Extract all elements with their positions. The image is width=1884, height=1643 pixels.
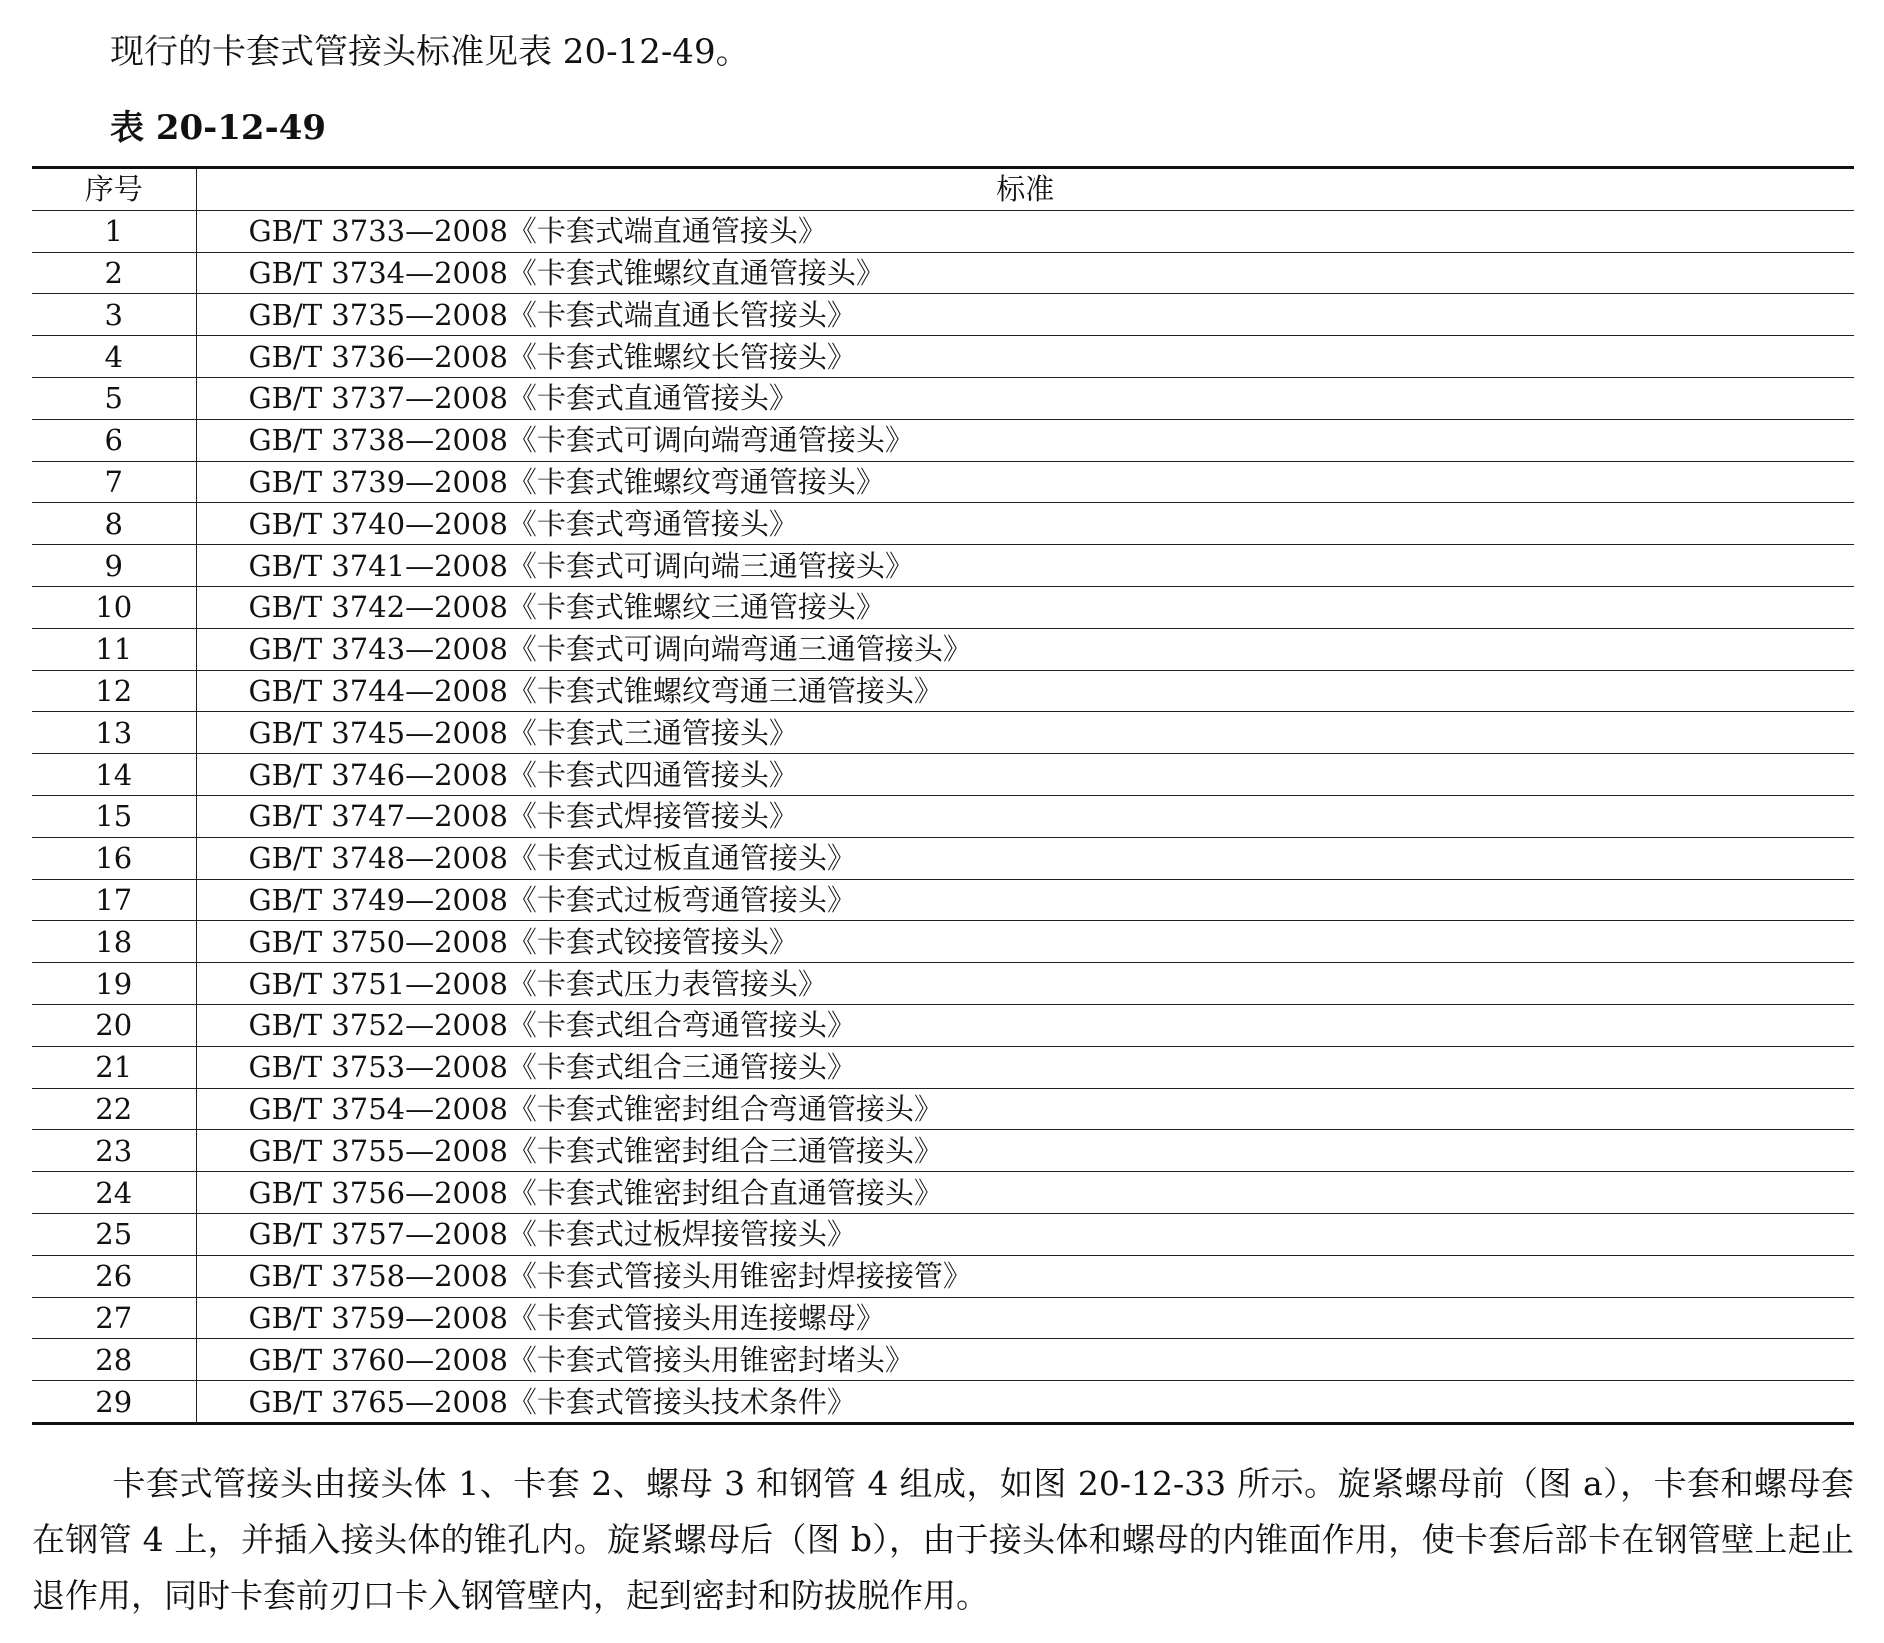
row-number: 5 (32, 377, 196, 419)
table-row (32, 879, 1854, 921)
table-row (32, 336, 1854, 378)
row-number: 19 (32, 963, 196, 1005)
row-number: 11 (32, 628, 196, 670)
table-row (32, 754, 1854, 796)
row-number: 24 (32, 1172, 196, 1214)
row-standard: GB/T 3742—2008《卡套式锥螺纹三通管接头》 (196, 586, 1854, 628)
table-caption: 表 20-12-49 (110, 108, 327, 148)
row-number: 7 (32, 461, 196, 503)
row-number: 23 (32, 1130, 196, 1172)
row-number: 8 (32, 503, 196, 545)
row-standard: GB/T 3741—2008《卡套式可调向端三通管接头》 (196, 545, 1854, 587)
row-standard: GB/T 3746—2008《卡套式四通管接头》 (196, 754, 1854, 796)
row-number: 26 (32, 1255, 196, 1297)
row-standard: GB/T 3747—2008《卡套式焊接管接头》 (196, 795, 1854, 837)
table-row (32, 377, 1854, 419)
table-row (32, 1046, 1854, 1088)
table-row (32, 461, 1854, 503)
table-row (32, 1339, 1854, 1381)
row-standard: GB/T 3743—2008《卡套式可调向端弯通三通管接头》 (196, 628, 1854, 670)
table-row (32, 1004, 1854, 1046)
table-row (32, 921, 1854, 963)
table-row (32, 210, 1854, 252)
row-number: 14 (32, 754, 196, 796)
table-row (32, 503, 1854, 545)
table-row (32, 294, 1854, 336)
row-number: 9 (32, 545, 196, 587)
row-standard: GB/T 3736—2008《卡套式锥螺纹长管接头》 (196, 336, 1854, 378)
row-standard: GB/T 3737—2008《卡套式直通管接头》 (196, 377, 1854, 419)
table-row (32, 837, 1854, 879)
table-row (32, 1213, 1854, 1255)
row-standard: GB/T 3757—2008《卡套式过板焊接管接头》 (196, 1213, 1854, 1255)
row-standard: GB/T 3753—2008《卡套式组合三通管接头》 (196, 1046, 1854, 1088)
row-number: 3 (32, 294, 196, 336)
row-standard: GB/T 3752—2008《卡套式组合弯通管接头》 (196, 1004, 1854, 1046)
row-standard: GB/T 3745—2008《卡套式三通管接头》 (196, 712, 1854, 754)
row-number: 22 (32, 1088, 196, 1130)
table-header-row (32, 168, 1854, 211)
intro-text: 现行的卡套式管接头标准见表 20-12-49。 (110, 32, 750, 72)
paragraph-text: 卡套式管接头由接头体 1、卡套 2、螺母 3 和钢管 4 组成，如图 20-12-33 所示。旋紧螺母前（图 a），卡套和螺母套在钢管 4 上，并插入接头体的锥孔内。旋紧螺母后（图 b），由于接头体和螺母的内锥面作用，使卡套后部卡在钢管壁上起止退作用，同时卡套前刃口卡入钢管壁内，起到密封和防拔脱作用。 (32, 1464, 1854, 1615)
table-row (32, 419, 1854, 461)
table-row (32, 545, 1854, 587)
header-standard: 标准 (196, 168, 1854, 211)
row-number: 20 (32, 1004, 196, 1046)
row-standard: GB/T 3758—2008《卡套式管接头用锥密封焊接接管》 (196, 1255, 1854, 1297)
table-row (32, 963, 1854, 1005)
table-row (32, 1088, 1854, 1130)
table-row (32, 1255, 1854, 1297)
table-row (32, 1297, 1854, 1339)
row-number: 18 (32, 921, 196, 963)
standards-table (32, 166, 1854, 1425)
row-standard: GB/T 3738—2008《卡套式可调向端弯通管接头》 (196, 419, 1854, 461)
row-number: 17 (32, 879, 196, 921)
row-number: 28 (32, 1339, 196, 1381)
row-standard: GB/T 3733—2008《卡套式端直通管接头》 (196, 210, 1854, 252)
header-number: 序号 (32, 168, 196, 211)
row-number: 21 (32, 1046, 196, 1088)
table-row (32, 795, 1854, 837)
body-paragraph (32, 1456, 1854, 1624)
row-number: 13 (32, 712, 196, 754)
row-number: 25 (32, 1213, 196, 1255)
row-number: 10 (32, 586, 196, 628)
row-number: 2 (32, 252, 196, 294)
row-standard: GB/T 3740—2008《卡套式弯通管接头》 (196, 503, 1854, 545)
table-body (32, 210, 1854, 1423)
row-standard: GB/T 3754—2008《卡套式锥密封组合弯通管接头》 (196, 1088, 1854, 1130)
row-standard: GB/T 3755—2008《卡套式锥密封组合三通管接头》 (196, 1130, 1854, 1172)
row-number: 29 (32, 1381, 196, 1424)
row-standard: GB/T 3760—2008《卡套式管接头用锥密封堵头》 (196, 1339, 1854, 1381)
row-number: 16 (32, 837, 196, 879)
row-standard: GB/T 3744—2008《卡套式锥螺纹弯通三通管接头》 (196, 670, 1854, 712)
row-standard: GB/T 3756—2008《卡套式锥密封组合直通管接头》 (196, 1172, 1854, 1214)
row-standard: GB/T 3749—2008《卡套式过板弯通管接头》 (196, 879, 1854, 921)
table-row (32, 586, 1854, 628)
table-row (32, 670, 1854, 712)
row-number: 12 (32, 670, 196, 712)
table-row (32, 1381, 1854, 1424)
row-standard: GB/T 3739—2008《卡套式锥螺纹弯通管接头》 (196, 461, 1854, 503)
row-standard: GB/T 3765—2008《卡套式管接头技术条件》 (196, 1381, 1854, 1424)
row-number: 4 (32, 336, 196, 378)
row-standard: GB/T 3750—2008《卡套式铰接管接头》 (196, 921, 1854, 963)
row-standard: GB/T 3748—2008《卡套式过板直通管接头》 (196, 837, 1854, 879)
table-row (32, 252, 1854, 294)
row-standard: GB/T 3751—2008《卡套式压力表管接头》 (196, 963, 1854, 1005)
table-row (32, 712, 1854, 754)
row-number: 27 (32, 1297, 196, 1339)
row-standard: GB/T 3734—2008《卡套式锥螺纹直通管接头》 (196, 252, 1854, 294)
table-row (32, 1130, 1854, 1172)
row-number: 1 (32, 210, 196, 252)
table-row (32, 1172, 1854, 1214)
row-standard: GB/T 3759—2008《卡套式管接头用连接螺母》 (196, 1297, 1854, 1339)
row-number: 6 (32, 419, 196, 461)
table-row (32, 628, 1854, 670)
row-number: 15 (32, 795, 196, 837)
row-standard: GB/T 3735—2008《卡套式端直通长管接头》 (196, 294, 1854, 336)
